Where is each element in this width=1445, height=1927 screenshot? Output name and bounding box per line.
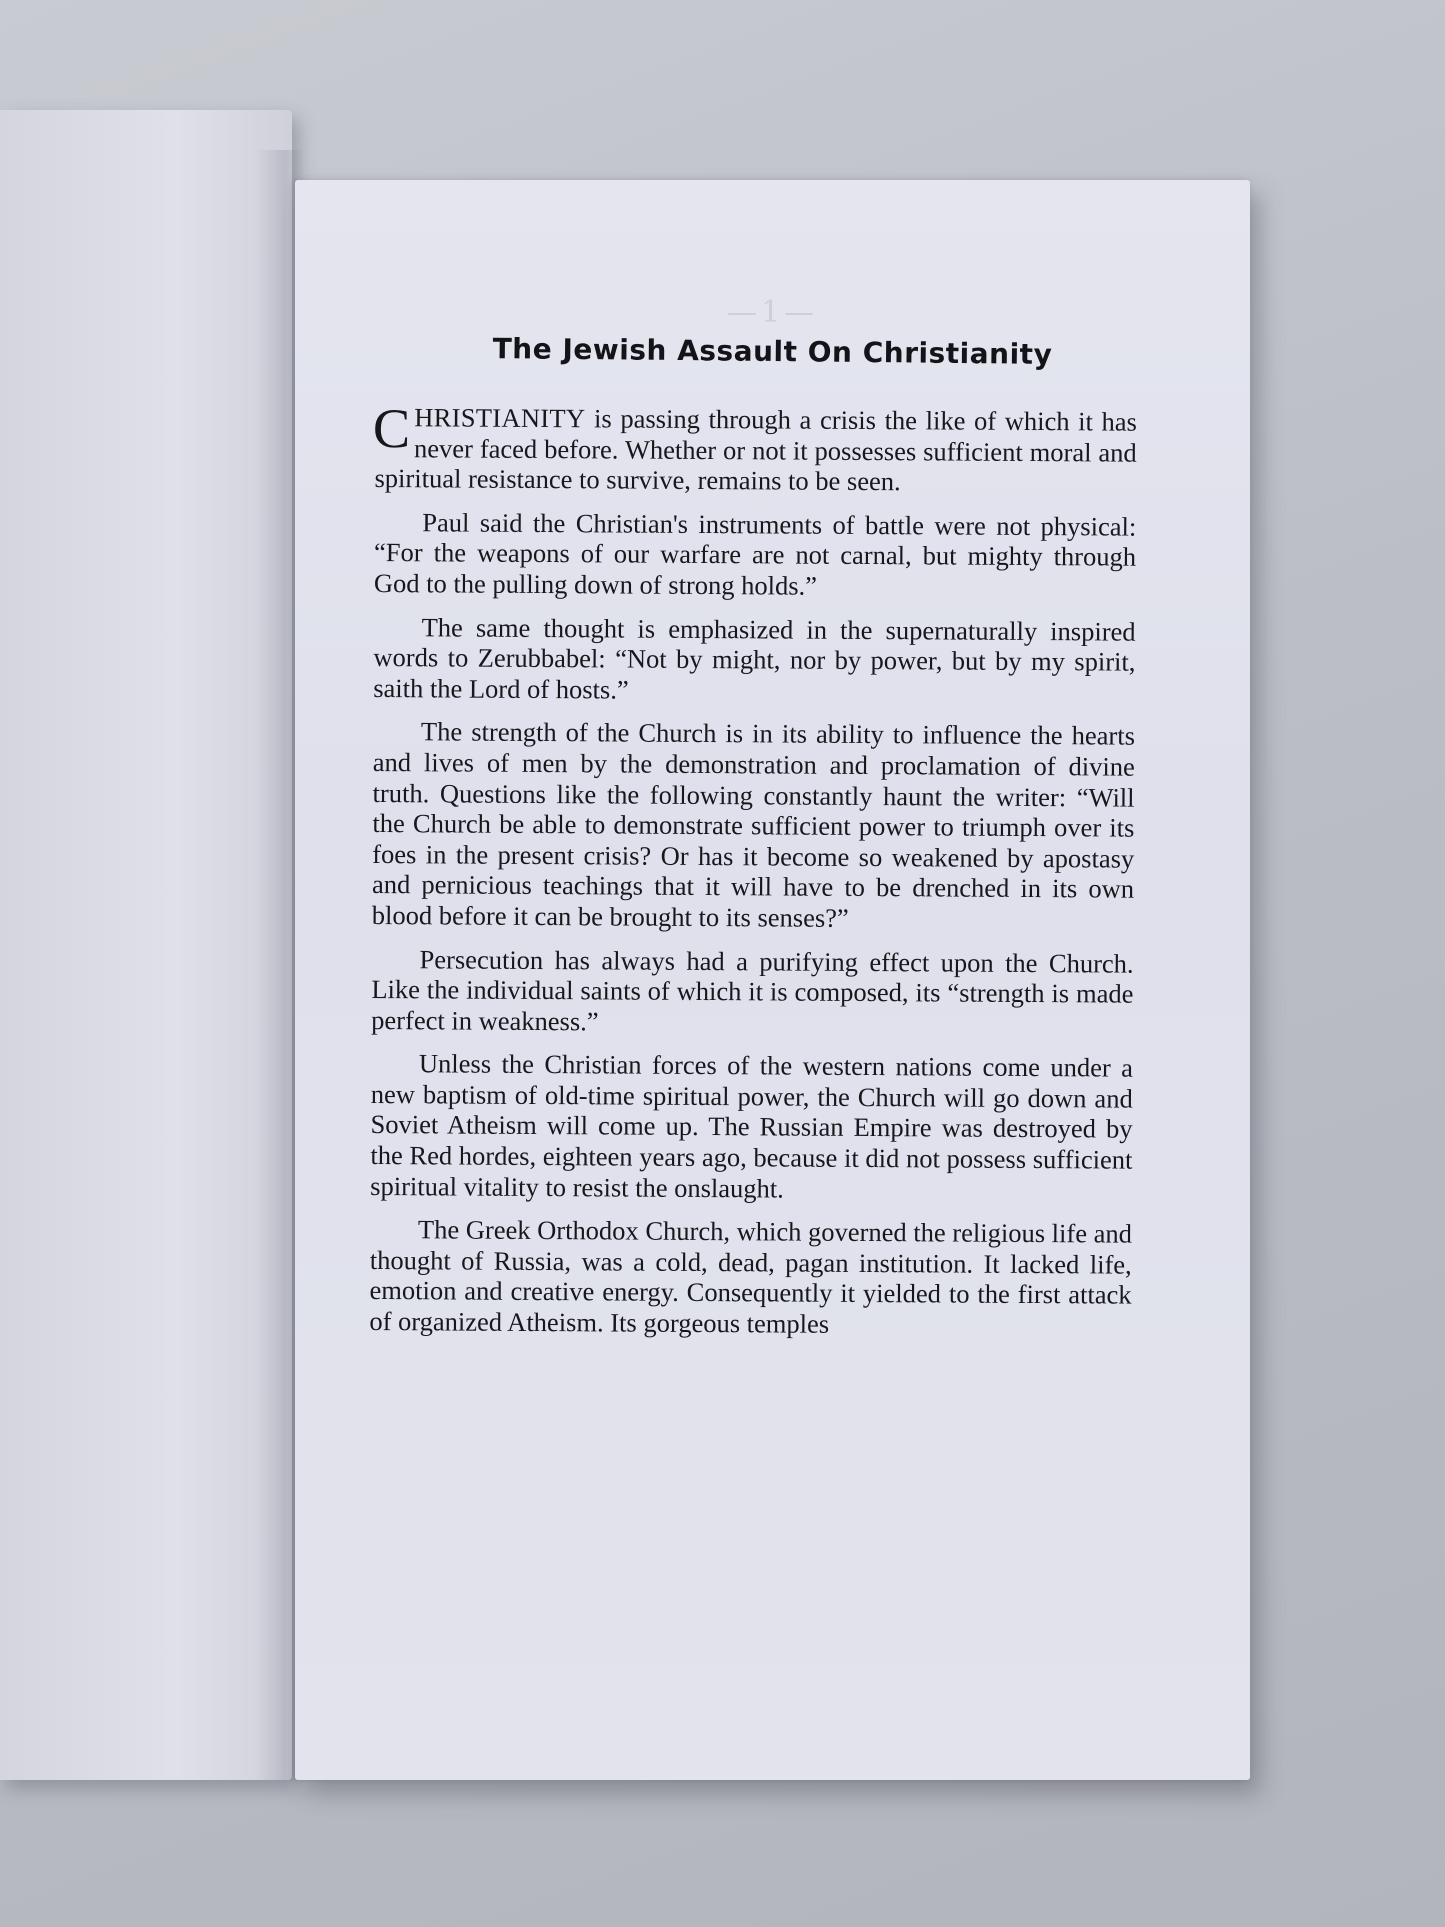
right-page: [295, 180, 1250, 1780]
body-text: [369, 397, 1137, 1354]
paragraph-5: Persecution has always had a purifying effect upon the Church. Like the individual saints of which it is composed, its “strength is made perfect in weakness.”: [371, 943, 1134, 1037]
lead-word: HRISTIANITY: [414, 402, 586, 434]
page-title: The Jewish Assault On Christianity: [492, 332, 1053, 371]
left-page: [0, 110, 292, 1780]
drop-cap: C: [372, 397, 411, 461]
paragraph-2: Paul said the Christian's instruments of battle were not physical: “For the weapons of our warfare are not carnal, but mighty through God to the pulling down of strong holds.”: [373, 507, 1137, 601]
paragraph-6: Unless the Christian forces of the western nations come under a new baptism of old-time spiritual power, the Church will go down and Soviet Atheism will come up. The Russian Empire was destroyed by the Red hordes, eighteen years ago, because it did not possess sufficient spiritual vitality to resist the onslaught.: [370, 1048, 1134, 1204]
paragraph-4: The strength of the Church is in its ability to influence the hearts and lives of men by the demonstration and proclamation of divine truth. Questions like the following constantly haunt the writer: “Will the Church be able to demonstrate sufficient power to triumph over its foes in the present crisis? Or has it become so weakened by apostasy and pernicious teachings that it will have to be drenched in its own blood before it can be brought to its senses?”: [371, 716, 1136, 933]
page-number: —1—: [726, 295, 819, 330]
paragraph-1: [372, 397, 1137, 498]
paragraph-1-text: is passing through a crisis the like of which it has never faced before. Whether or not it possesses sufficient moral and spiritual resistance to survive, remains to be seen.: [374, 403, 1137, 497]
paragraph-7: The Greek Orthodox Church, which governed the religious life and thought of Russia, was a cold, dead, pagan institution. It lacked life, emotion and creative energy. Consequently it yielded to the first attack of organized Atheism. Its gorgeous temples: [369, 1214, 1133, 1339]
paragraph-3: The same thought is emphasized in the supernaturally inspired words to Zerubbabel: “Not by might, nor by power, but by my spirit, saith the Lord of hosts.”: [373, 611, 1136, 705]
